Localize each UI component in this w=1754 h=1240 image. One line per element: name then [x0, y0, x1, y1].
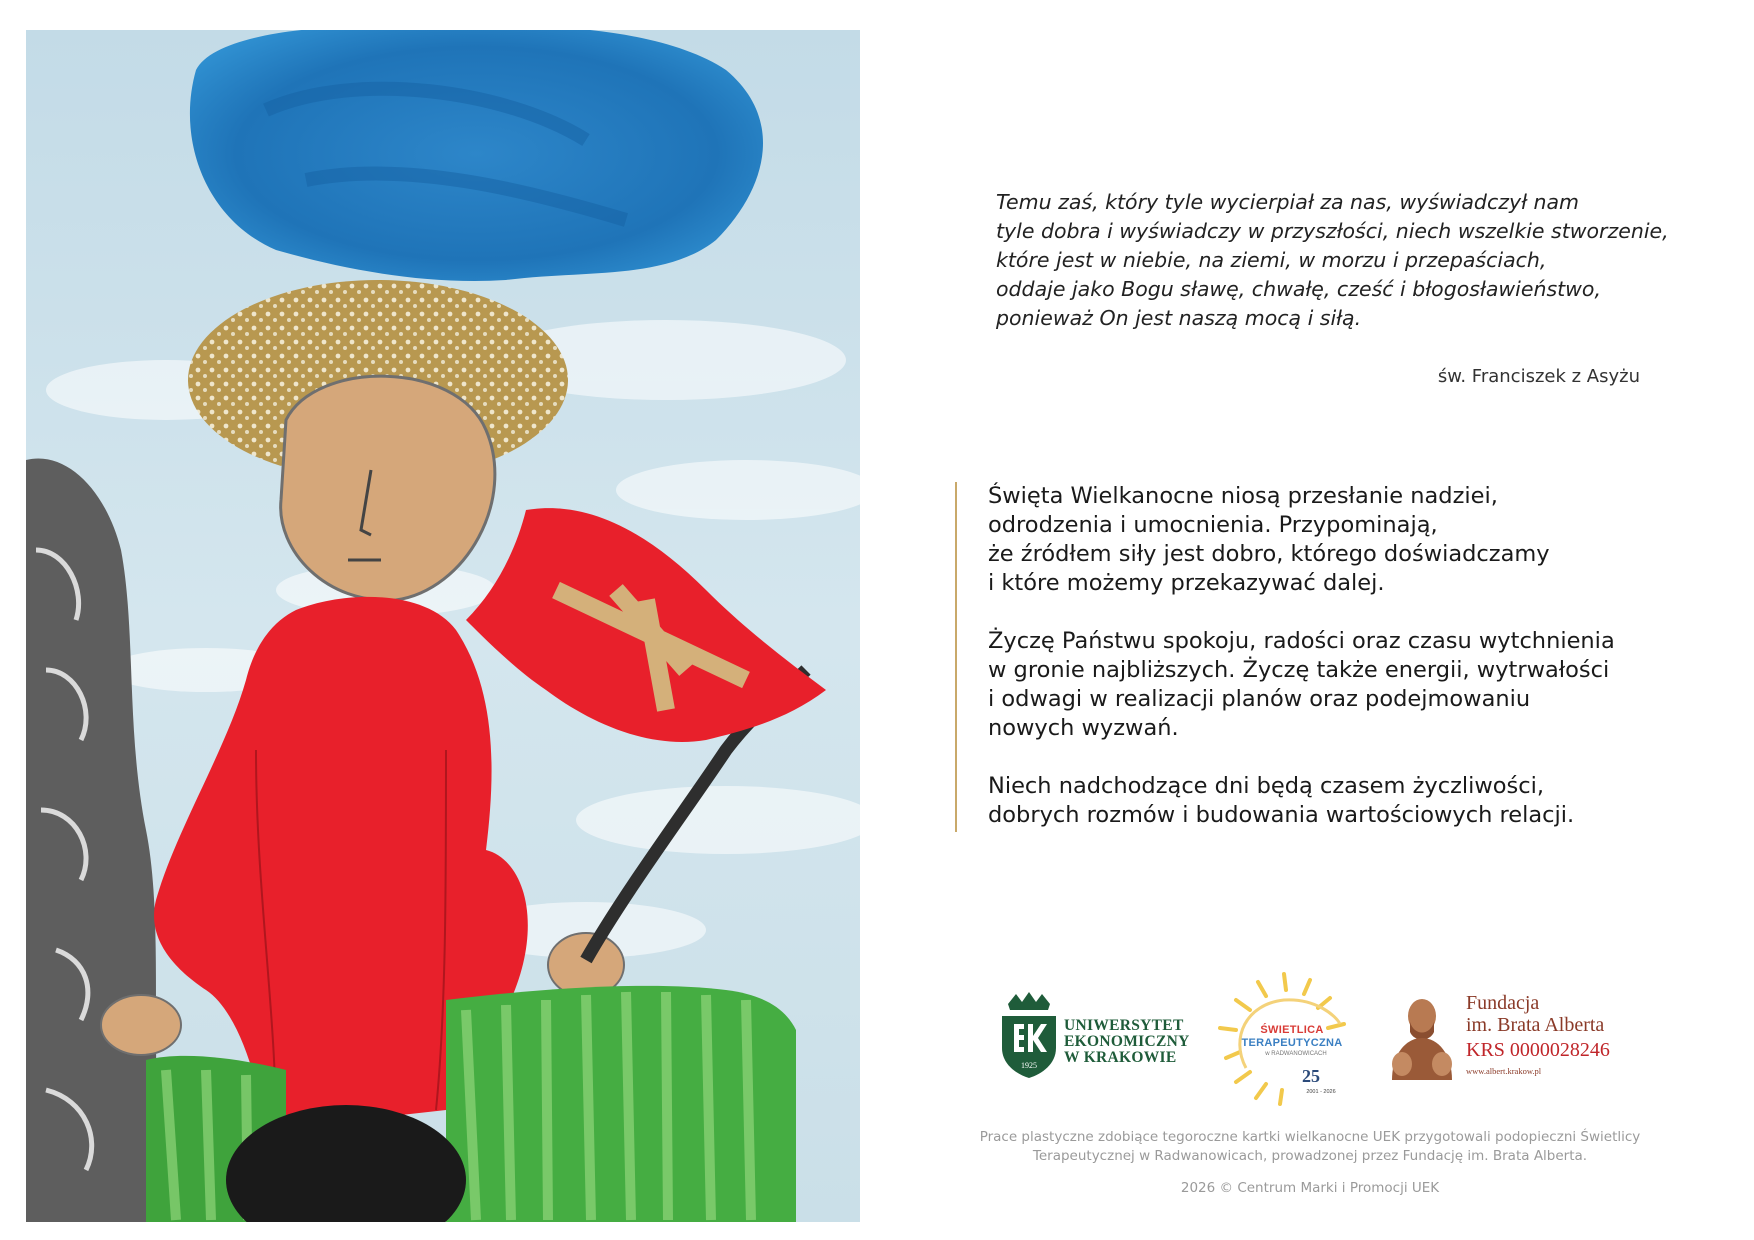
- easter-wishes: [988, 482, 1688, 859]
- uek-name-line: W KRAKOWIE: [1064, 1049, 1177, 1066]
- wishes-line: dobrych rozmów i budowania wartościowych relacji.: [988, 802, 1575, 828]
- quote-line: które jest w niebie, na ziemi, w morzu i przepaściach,: [996, 248, 1547, 272]
- wishes-line: w gronie najbliższych. Życzę także energii, wytrwałości: [988, 657, 1610, 683]
- wishes-line: że źródłem siły jest dobro, którego doświadczamy: [988, 541, 1550, 567]
- krs-number: KRS 0000028246: [1466, 1039, 1610, 1061]
- credits-line: Terapeutycznej w Radwanowicach, prowadzonej przez Fundację im. Brata Alberta.: [1032, 1148, 1588, 1164]
- copyright: 2026 © Centrum Marki i Promocji UEK: [1180, 1180, 1440, 1196]
- painting-artwork: [26, 30, 860, 1222]
- quote-line: oddaje jako Bogu sławę, chwałę, cześć i błogosławieństwo,: [996, 277, 1601, 301]
- wishes-line: i które możemy przekazywać dalej.: [988, 570, 1385, 596]
- wishes-line: Życzę Państwu spokoju, radości oraz czasu wytchnienia: [988, 628, 1615, 654]
- wishes-line: odrodzenia i umocnienia. Przypominają,: [988, 512, 1438, 538]
- quote-line: tyle dobra i wyświadczy w przyszłości, niech wszelkie stworzenie,: [996, 219, 1669, 243]
- quote-author: św. Franciszek z Asyżu: [1437, 366, 1640, 387]
- easter-card-painting: [26, 30, 860, 1222]
- swietlica-line3: w RADWANOWICACH: [1265, 1051, 1327, 1057]
- swietlica-line1: ŚWIETLICA: [1260, 1024, 1324, 1036]
- saint-francis-quote: [996, 188, 1676, 333]
- credits-line: Prace plastyczne zdobiące tegoroczne kartki wielkanocne UEK przygotowali podopieczni Świetlicy: [979, 1129, 1641, 1145]
- fundacja-url: www.albert.krakow.pl: [1466, 1066, 1542, 1076]
- wishes-line: Niech nadchodzące dni będą czasem życzliwości,: [988, 773, 1545, 799]
- uek-name-line: EKONOMICZNY: [1064, 1033, 1190, 1050]
- brother-albert-portrait-icon: [1384, 992, 1460, 1082]
- wishes-paragraph: [988, 772, 1688, 830]
- fundacja-line2: im. Brata Alberta: [1466, 1014, 1605, 1036]
- swietlica-logo: [1206, 968, 1364, 1108]
- uek-name-line: UNIWERSYTET: [1064, 1017, 1184, 1034]
- uek-logo: [998, 990, 1190, 1080]
- fundacja-logo: [1384, 988, 1644, 1088]
- anniversary-badge: 25: [1302, 1066, 1320, 1086]
- quote-line: Temu zaś, który tyle wycierpiał za nas, wyświadczył nam: [996, 190, 1580, 214]
- wishes-line: i odwagi w realizacji planów oraz podejmowaniu: [988, 686, 1531, 712]
- wishes-paragraph: [988, 627, 1688, 743]
- anniversary-years: 2001 - 2026: [1306, 1089, 1336, 1095]
- gold-vertical-rule: [955, 482, 957, 832]
- wishes-line: Święta Wielkanocne niosą przesłanie nadziei,: [988, 483, 1498, 509]
- fundacja-line1: Fundacja: [1466, 992, 1540, 1014]
- wishes-paragraph: [988, 482, 1688, 598]
- blue-cloud: [190, 30, 763, 281]
- uek-name: [1064, 1018, 1190, 1066]
- artwork-credits: [940, 1128, 1680, 1166]
- left-hand: [101, 995, 181, 1055]
- uek-crest-icon: [998, 990, 1060, 1080]
- uek-year: 1925: [1021, 1061, 1037, 1070]
- swietlica-line2: TERAPEUTYCZNA: [1241, 1037, 1343, 1049]
- quote-line: ponieważ On jest naszą mocą i siłą.: [996, 306, 1362, 330]
- wishes-line: nowych wyzwań.: [988, 715, 1179, 741]
